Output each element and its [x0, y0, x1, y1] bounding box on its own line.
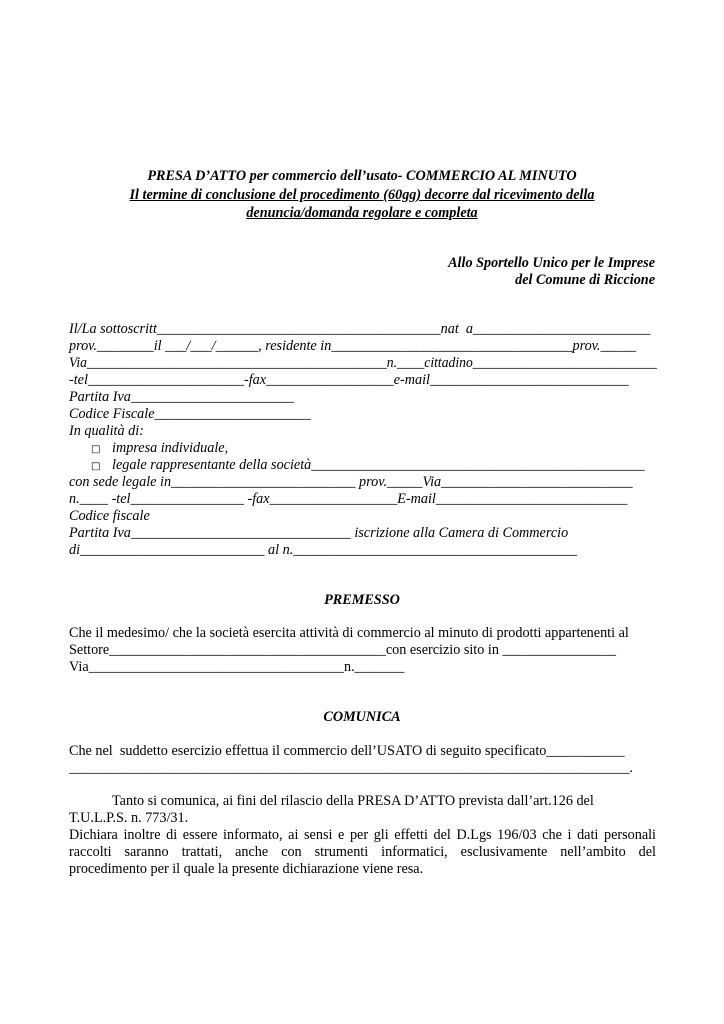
field-iscrizione-camera[interactable]: di__________________________ al n.________________________________________: [69, 542, 577, 558]
document-title: PRESA D’ATTO per commercio dell’usato- COMMERCIO AL MINUTO: [147, 168, 577, 184]
option-legale-rappresentante[interactable]: legale rappresentante della società_______________________________________________: [112, 457, 645, 473]
field-usato-specificato[interactable]: Che nel suddetto esercizio effettua il commercio dell’USATO di seguito specificato___________: [69, 743, 625, 759]
field-codice-fiscale[interactable]: Codice Fiscale______________________: [69, 406, 311, 422]
field-settore[interactable]: Settore_______________________________________con esercizio sito in ________________: [69, 642, 616, 658]
addressee-line2: del Comune di Riccione: [515, 272, 655, 288]
document-subtitle-line1: Il termine di conclusione del procedimento (60gg) decorre dal ricevimento della: [129, 187, 595, 203]
field-provincia-nascita[interactable]: prov.________il ___/___/______, residente in__________________________________prov._____: [69, 338, 636, 354]
closing-line3: Dichiara inoltre di essere informato, ai sensi e per gli effetti del D.Lgs 196/03 che i dati personali: [69, 827, 656, 843]
closing-line1: Tanto si comunica, ai fini del rilascio della PRESA D’ATTO prevista dall’art.126 del: [112, 793, 594, 809]
field-codice-fiscale-societa[interactable]: Codice fiscale: [69, 508, 150, 524]
closing-line5: procedimento per il quale la presente dichiarazione viene resa.: [69, 861, 424, 877]
addressee-line1: Allo Sportello Unico per le Imprese: [448, 255, 655, 271]
closing-line2: T.U.L.P.S. n. 773/31.: [69, 810, 189, 826]
checkbox-legale-rappresentante[interactable]: □: [91, 461, 101, 472]
field-via-esercizio[interactable]: Via____________________________________n._______: [69, 659, 405, 675]
field-via-residenza[interactable]: Via____________________________________________n.____cittadino___________________________: [69, 355, 657, 371]
document-subtitle-line2: denuncia/domanda regolare e completa: [246, 205, 478, 221]
premesso-heading: PREMESSO: [324, 592, 400, 608]
comunica-heading: COMUNICA: [323, 709, 401, 725]
qualita-label: In qualità di:: [69, 423, 144, 439]
premesso-line1: Che il medesimo/ che la società esercita attività di commercio al minuto di prodotti appartenenti al: [69, 625, 629, 641]
field-partita-iva-societa[interactable]: Partita Iva_______________________________ iscrizione alla Camera di Commercio: [69, 525, 569, 541]
field-sede-legale[interactable]: con sede legale in__________________________ prov._____Via___________________________: [69, 474, 633, 490]
field-sede-contatti[interactable]: n.____ -tel________________ -fax__________________E-mail___________________________: [69, 491, 628, 507]
option-impresa-individuale: impresa individuale,: [112, 440, 229, 456]
checkbox-impresa-individuale[interactable]: □: [91, 444, 101, 455]
field-usato-specificato-cont[interactable]: _______________________________________________________________________________.: [69, 760, 633, 776]
field-sottoscritto[interactable]: Il/La sottoscritt________________________________________nat a_________________________: [69, 321, 651, 337]
field-telefono[interactable]: -tel______________________-fax__________________e-mail____________________________: [69, 372, 629, 388]
closing-line4: raccolti saranno trattati, anche con strumenti informatici, esclusivamente nell’ambito del: [69, 844, 656, 860]
field-partita-iva[interactable]: Partita Iva_______________________: [69, 389, 295, 405]
